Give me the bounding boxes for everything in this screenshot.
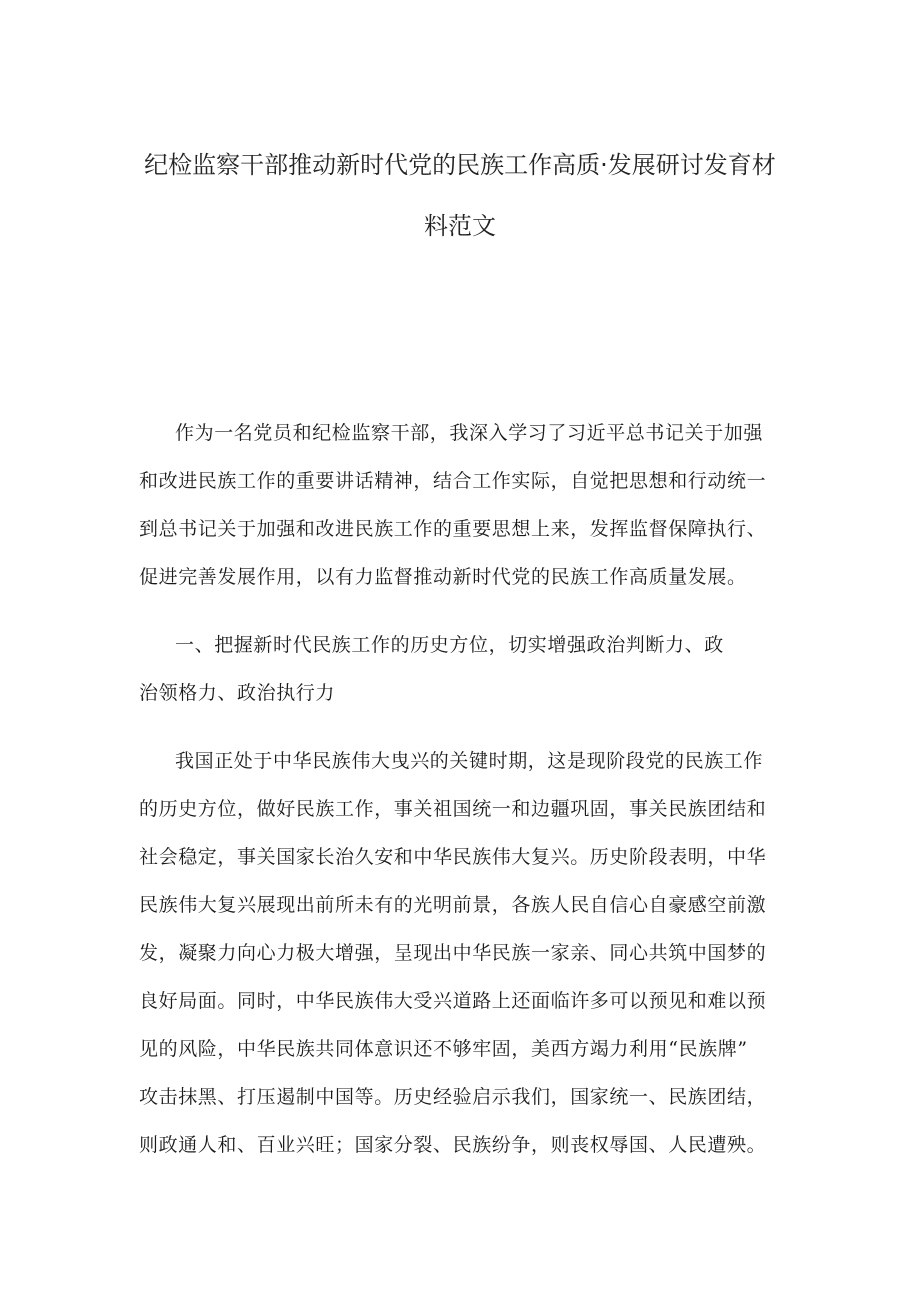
body-paragraph-line: 攻击抹黑、打压遏制中国等。历史经验启示我们，国家统一、民族团结，: [139, 1086, 767, 1108]
intro-paragraph-line: 到总书记关于加强和改进民族工作的重要思想上来，发挥监督保障执行、: [139, 518, 767, 540]
body-paragraph-line: 则政通人和、百业兴旺；国家分裂、民族纷争，则丧权辱国、人民遭殃。: [139, 1134, 767, 1156]
document-title-line-1: 纪检监察干部推动新时代党的民族工作高质·发展研讨发育材: [144, 151, 776, 179]
body-paragraph-line: 社会稳定，事关国家长治久安和中华民族伟大复兴。历史阶段表明，中华: [139, 846, 767, 868]
body-paragraph-line: 良好局面。同时，中华民族伟大受兴道路上还面临许多可以预见和难以预: [139, 990, 767, 1012]
document-title-line-2: 料范文: [424, 212, 496, 240]
intro-paragraph-line: 促进完善发展作用，以有力监督推动新时代党的民族工作高质量发展。: [139, 566, 747, 588]
body-paragraph-line: 见的风险，中华民族共同体意识还不够牢固，美西方竭力利用“民族牌”: [139, 1038, 748, 1060]
intro-paragraph-line: 和改进民族工作的重要讲话精神，结合工作实际，自觉把思想和行动统一: [139, 470, 767, 492]
section-heading-line: 治领格力、政治执行力: [139, 682, 336, 704]
body-paragraph-line: 我国正处于中华民族伟大曳兴的关键时期，这是现阶段党的民族工作: [175, 750, 764, 772]
intro-paragraph-line: 作为一名党员和纪检监察干部，我深入学习了习近平总书记关于加强: [175, 422, 764, 444]
section-heading-line: 一、把握新时代民族工作的历史方位，切实增强政治判断力、政: [175, 634, 724, 656]
body-paragraph-line: 发，凝聚力向心力极大增强，呈现出中华民族一家亲、同心共筑中国梦的: [139, 942, 767, 964]
body-paragraph-line: 民族伟大复兴展现出前所未有的光明前景，各族人民自信心自豪感空前激: [139, 894, 767, 916]
body-paragraph-line: 的历史方位，做好民族工作，事关祖国统一和边疆巩固，事关民族团结和: [139, 798, 767, 820]
